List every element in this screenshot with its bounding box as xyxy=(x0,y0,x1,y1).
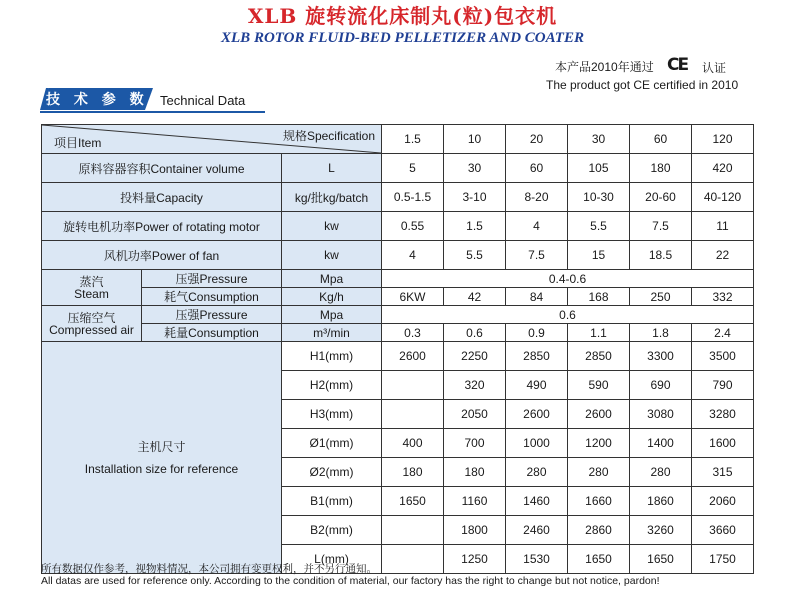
row-label: 风机功率Power of fan xyxy=(42,241,282,270)
table-cell: 168 xyxy=(568,288,630,306)
cert-text-cn-suffix: 认证 xyxy=(702,61,727,75)
table-cell: 1400 xyxy=(630,429,692,458)
dim-label: H1(mm) xyxy=(282,342,382,371)
table-cell: 700 xyxy=(444,429,506,458)
dim-label: Ø2(mm) xyxy=(282,458,382,487)
sub-row-label: 压强Pressure xyxy=(142,270,282,288)
table-cell: 490 xyxy=(506,371,568,400)
table-cell: 1200 xyxy=(568,429,630,458)
steam-consumption-row xyxy=(42,288,754,306)
table-cell: 2600 xyxy=(506,400,568,429)
table-cell: 3080 xyxy=(630,400,692,429)
table-cell: 6KW xyxy=(382,288,444,306)
table-cell: 590 xyxy=(568,371,630,400)
sub-row-label: 耗量Consumption xyxy=(142,324,282,342)
table-cell: 2.4 xyxy=(692,324,754,342)
table-row xyxy=(42,183,754,212)
table-cell: 2600 xyxy=(568,400,630,429)
row-unit: L xyxy=(282,154,382,183)
table-cell: 2050 xyxy=(444,400,506,429)
table-cell xyxy=(382,400,444,429)
table-cell: 1800 xyxy=(444,516,506,545)
table-cell: 315 xyxy=(692,458,754,487)
table-cell: 60 xyxy=(506,154,568,183)
header-diagonal-cell xyxy=(42,125,382,154)
table-cell: 320 xyxy=(444,371,506,400)
section-title-cn: 技 术 参 数 xyxy=(45,91,149,107)
section-title-en: Technical Data xyxy=(160,93,246,108)
table-cell: 690 xyxy=(630,371,692,400)
section-underline xyxy=(40,111,265,113)
table-cell: 42 xyxy=(444,288,506,306)
header-spec-label: 规格Specification xyxy=(282,129,375,143)
table-cell: 1250 xyxy=(444,545,506,574)
table-row xyxy=(42,241,754,270)
steam-label-cn: 蒸汽 xyxy=(79,274,104,289)
dim-label: H2(mm) xyxy=(282,371,382,400)
table-cell: 18.5 xyxy=(630,241,692,270)
dim-label: Ø1(mm) xyxy=(282,429,382,458)
table-cell: 20-60 xyxy=(630,183,692,212)
table-cell: 1160 xyxy=(444,487,506,516)
spec-header-cell: 20 xyxy=(506,125,568,154)
table-cell xyxy=(382,516,444,545)
table-cell: 5.5 xyxy=(568,212,630,241)
spec-header-cell: 120 xyxy=(692,125,754,154)
table-header-row xyxy=(42,125,754,154)
row-unit: m³/min xyxy=(282,324,382,342)
sub-row-label: 耗气Consumption xyxy=(142,288,282,306)
table-cell: 1.8 xyxy=(630,324,692,342)
cert-text-cn: 本产品2010年通过 xyxy=(555,60,654,74)
air-label xyxy=(42,306,142,342)
table-cell: 5.5 xyxy=(444,241,506,270)
row-unit: kw xyxy=(282,212,382,241)
table-cell: 40-120 xyxy=(692,183,754,212)
header-item-label: 项目Item xyxy=(54,136,102,150)
table-cell: 1650 xyxy=(630,545,692,574)
table-cell: 2860 xyxy=(568,516,630,545)
air-consumption-row xyxy=(42,324,754,342)
section-tab xyxy=(41,88,153,110)
table-cell: 1600 xyxy=(692,429,754,458)
table-cell: 0.6 xyxy=(382,306,754,324)
table-cell: 3-10 xyxy=(444,183,506,212)
table-cell: 0.5-1.5 xyxy=(382,183,444,212)
table-cell: 1650 xyxy=(568,545,630,574)
table-cell: 3500 xyxy=(692,342,754,371)
footnote-cn: 所有数据仅作参考，视物料情况，本公司拥有变更权利，并不另行通知。 xyxy=(41,563,377,575)
table-cell: 1660 xyxy=(568,487,630,516)
table-cell: 250 xyxy=(630,288,692,306)
table-cell: 2850 xyxy=(568,342,630,371)
table-cell: 180 xyxy=(444,458,506,487)
table-cell: 2600 xyxy=(382,342,444,371)
steam-label xyxy=(42,270,142,306)
spec-table xyxy=(41,124,754,574)
row-label: 原料容器容积Container volume xyxy=(42,154,282,183)
table-cell: 2060 xyxy=(692,487,754,516)
table-cell: 400 xyxy=(382,429,444,458)
table-cell: 2460 xyxy=(506,516,568,545)
dim-label: B2(mm) xyxy=(282,516,382,545)
table-cell: 105 xyxy=(568,154,630,183)
air-pressure-row xyxy=(42,306,754,324)
table-cell: 332 xyxy=(692,288,754,306)
table-cell: 1000 xyxy=(506,429,568,458)
table-cell: 3660 xyxy=(692,516,754,545)
ce-mark-icon: CE xyxy=(667,55,688,75)
table-cell: 7.5 xyxy=(506,241,568,270)
table-cell: 1.5 xyxy=(444,212,506,241)
install-row xyxy=(42,342,754,371)
row-unit: Mpa xyxy=(282,306,382,324)
table-cell: 7.5 xyxy=(630,212,692,241)
spec-header-cell: 1.5 xyxy=(382,125,444,154)
table-cell: 420 xyxy=(692,154,754,183)
table-cell: 11 xyxy=(692,212,754,241)
table-cell: 2250 xyxy=(444,342,506,371)
steam-label-en: Steam xyxy=(74,286,109,301)
air-label-en: Compressed air xyxy=(49,322,134,337)
table-cell: 84 xyxy=(506,288,568,306)
table-cell: 22 xyxy=(692,241,754,270)
table-cell: 180 xyxy=(630,154,692,183)
table-cell: 790 xyxy=(692,371,754,400)
table-cell: 1750 xyxy=(692,545,754,574)
table-cell: 1530 xyxy=(506,545,568,574)
spec-header-cell: 10 xyxy=(444,125,506,154)
spec-header-cell: 60 xyxy=(630,125,692,154)
table-cell: 0.55 xyxy=(382,212,444,241)
table-cell: 1460 xyxy=(506,487,568,516)
row-unit: Kg/h xyxy=(282,288,382,306)
table-cell: 3260 xyxy=(630,516,692,545)
dim-label: B1(mm) xyxy=(282,487,382,516)
table-cell: 1.1 xyxy=(568,324,630,342)
table-cell: 3300 xyxy=(630,342,692,371)
table-cell: 280 xyxy=(568,458,630,487)
table-cell: 0.3 xyxy=(382,324,444,342)
table-cell: 180 xyxy=(382,458,444,487)
footnote-en: All datas are used for reference only. According to the condition of material, our factory has the right to change but not notice, pardon! xyxy=(41,575,660,587)
page-title-cn: XLB 旋转流化床制丸(粒)包衣机 xyxy=(247,4,558,28)
table-cell: 280 xyxy=(630,458,692,487)
install-label-cn: 主机尺寸 xyxy=(137,439,186,454)
table-cell: 280 xyxy=(506,458,568,487)
table-cell xyxy=(382,371,444,400)
table-cell: 0.4-0.6 xyxy=(382,270,754,288)
dim-label: L(mm) xyxy=(282,545,382,574)
table-cell: 1860 xyxy=(630,487,692,516)
table-cell: 4 xyxy=(506,212,568,241)
table-cell: 5 xyxy=(382,154,444,183)
table-row xyxy=(42,154,754,183)
table-cell: 10-30 xyxy=(568,183,630,212)
table-cell: 0.9 xyxy=(506,324,568,342)
steam-pressure-row xyxy=(42,270,754,288)
row-label: 投料量Capacity xyxy=(42,183,282,212)
table-cell: 1650 xyxy=(382,487,444,516)
sub-row-label: 压强Pressure xyxy=(142,306,282,324)
spec-header-cell: 30 xyxy=(568,125,630,154)
row-unit: Mpa xyxy=(282,270,382,288)
table-row xyxy=(42,212,754,241)
row-unit: kg/批kg/batch xyxy=(282,183,382,212)
table-cell: 4 xyxy=(382,241,444,270)
row-unit: kw xyxy=(282,241,382,270)
table-cell: 8-20 xyxy=(506,183,568,212)
table-cell: 0.6 xyxy=(444,324,506,342)
page-title-en: XLB ROTOR FLUID-BED PELLETIZER AND COATER xyxy=(221,30,584,46)
footnotes xyxy=(41,563,660,587)
table-cell: 3280 xyxy=(692,400,754,429)
cert-text-en: The product got CE certified in 2010 xyxy=(546,78,739,92)
install-label xyxy=(42,342,282,574)
table-cell: 15 xyxy=(568,241,630,270)
install-label-en: Installation size for reference xyxy=(84,461,239,476)
table-cell: 30 xyxy=(444,154,506,183)
table-cell: 2850 xyxy=(506,342,568,371)
air-label-cn: 压缩空气 xyxy=(67,310,116,325)
row-label: 旋转电机功率Power of rotating motor xyxy=(42,212,282,241)
dim-label: H3(mm) xyxy=(282,400,382,429)
